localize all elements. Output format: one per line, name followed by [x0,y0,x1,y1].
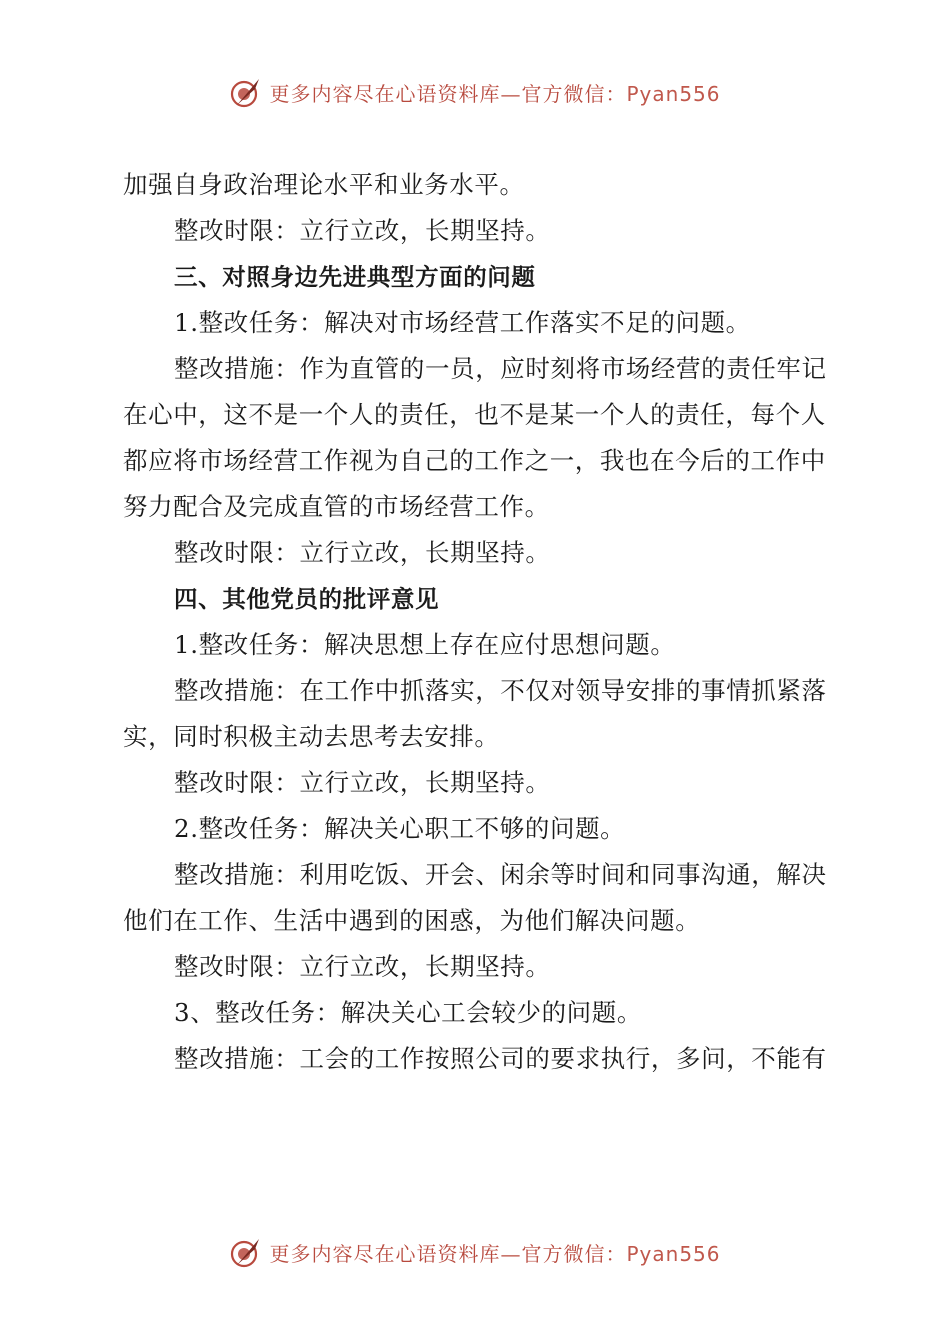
section-heading: 四、其他党员的批评意见 [174,585,440,613]
quill-logo-icon [229,75,263,109]
body-text-line: 整改措施：利用吃饭、开会、闲余等时间和同事沟通，解决 [174,860,827,889]
body-text-line: 整改时限：立行立改，长期坚持。 [174,952,551,981]
body-text-line: 1.整改任务：解决思想上存在应付思想问题。 [174,630,676,659]
body-text-line: 整改时限：立行立改，长期坚持。 [174,768,551,797]
body-text-line: 他们在工作、生活中遇到的困惑，为他们解决问题。 [123,906,701,935]
body-text-line: 实，同时积极主动去思考去安排。 [123,722,500,751]
body-text-line: 加强自身政治理论水平和业务水平。 [123,170,525,199]
body-text-line: 2.整改任务：解决关心职工不够的问题。 [174,814,626,843]
body-text-line: 整改措施：作为直管的一员，应时刻将市场经营的责任牢记 [174,354,827,383]
document-body [123,162,843,1082]
quill-logo-icon [229,1235,263,1269]
header-wechat-id: Pyan556 [626,81,721,106]
body-text-line: 努力配合及完成直管的市场经营工作。 [123,492,550,521]
footer-banner-text: 更多内容尽在心语资料库—官方微信：Pyan556 [269,1241,721,1266]
section-heading: 三、对照身边先进典型方面的问题 [174,263,536,291]
body-text-line: 在心中，这不是一个人的责任，也不是某一个人的责任，每个人 [123,400,826,429]
footer-wechat-id: Pyan556 [626,1241,721,1266]
header-banner-text: 更多内容尽在心语资料库—官方微信：Pyan556 [269,81,721,106]
body-text-line: 整改措施：工会的工作按照公司的要求执行，多问，不能有 [174,1044,827,1073]
body-text-line: 3、整改任务：解决关心工会较少的问题。 [174,998,642,1027]
body-text-line: 整改时限：立行立改，长期坚持。 [174,538,551,567]
body-text-line: 都应将市场经营工作视为自己的工作之一，我也在今后的工作中 [123,446,826,475]
header-banner [0,72,950,112]
footer-banner [0,1232,950,1272]
body-text-line: 整改措施：在工作中抓落实，不仅对领导安排的事情抓紧落 [174,676,827,705]
body-text-line: 整改时限：立行立改，长期坚持。 [174,216,551,245]
body-text-line: 1.整改任务：解决对市场经营工作落实不足的问题。 [174,308,751,337]
